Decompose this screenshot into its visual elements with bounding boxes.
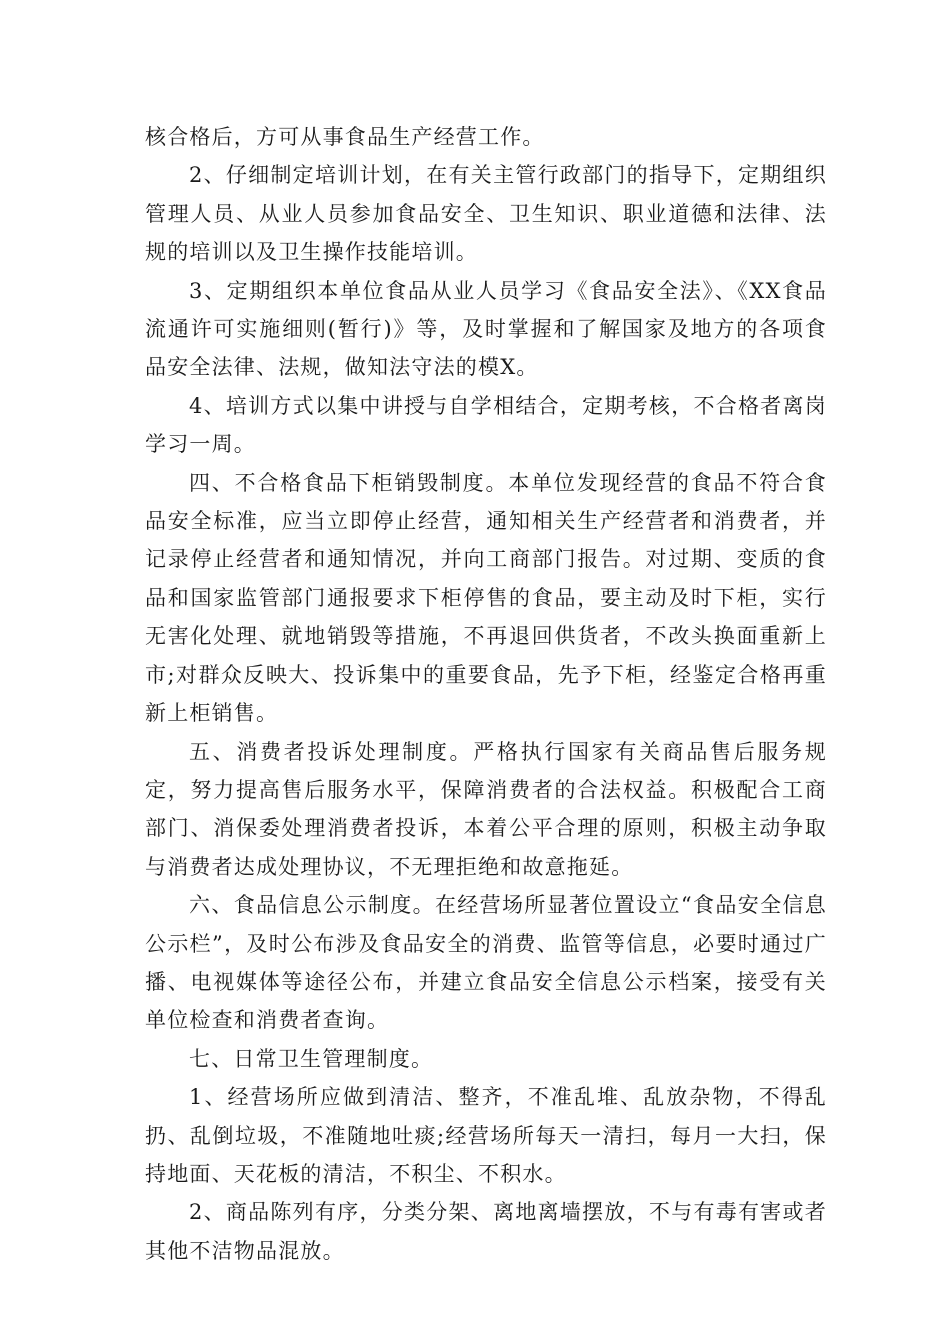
paragraph-section-7-heading: 七、日常卫生管理制度。 xyxy=(189,1046,434,1071)
paragraph-section-6: 六、食品信息公示制度。在经营场所显著位置设立“食品安全信息公示栏”，及时公布涉及食品安全的消费、监管等信息，必要时通过广播、电视媒体等途径公布，并建立食品安全信息公示档案，接受有关单位检查和消费者查询。 xyxy=(145,893,827,1033)
paragraph-section-4: 四、不合格食品下柜销毁制度。本单位发现经营的食品不符合食品安全标准，应当立即停止经营，通知相关生产经营者和消费者，并记录停止经营者和通知情况，并向工商部门报告。对过期、变质的食品和国家监管部门通报要求下柜停售的食品，要主动及时下柜，实行无害化处理、就地销毁等措施，不再退回供货者，不改头换面重新上市;对群众反映大、投诉集中的重要食品，先予下柜，经鉴定合格再重新上柜销售。 xyxy=(145,470,827,726)
paragraph-continuation: 核合格后，方可从事食品生产经营工作。 xyxy=(145,125,545,149)
paragraph-section-5: 五、消费者投诉处理制度。严格执行国家有关商品售后服务规定，努力提高售后服务水平，保障消费者的合法权益。积极配合工商部门、消保委处理消费者投诉，本着公平合理的原则，积极主动争取与消费者达成处理协议，不无理拒绝和故意拖延。 xyxy=(145,739,827,879)
paragraph-training-method: 4、培训方式以集中讲授与自学相结合，定期考核，不合格者离岗学习一周。 xyxy=(145,393,827,457)
paragraph-display-order: 2、商品陈列有序，分类分架、离地离墙摆放，不与有毒有害或者其他不洁物品混放。 xyxy=(145,1200,827,1263)
paragraph-training-plan: 2、仔细制定培训计划，在有关主管行政部门的指导下，定期组织管理人员、从业人员参加食品安全、卫生知识、职业道德和法律、法规的培训以及卫生操作技能培训。 xyxy=(145,163,827,265)
paragraph-law-study: 3、定期组织本单位食品从业人员学习《食品安全法》、《XX食品流通许可实施细则(暂行)》等，及时掌握和了解国家及地方的各项食品安全法律、法规，做知法守法的模X。 xyxy=(145,278,827,380)
document-body xyxy=(145,118,827,1270)
paragraph-cleanliness: 1、经营场所应做到清洁、整齐，不准乱堆、乱放杂物，不得乱扔、乱倒垃圾，不准随地吐痰;经营场所每天一清扫，每月一大扫，保持地面、天花板的清洁，不积尘、不积水。 xyxy=(145,1085,827,1186)
